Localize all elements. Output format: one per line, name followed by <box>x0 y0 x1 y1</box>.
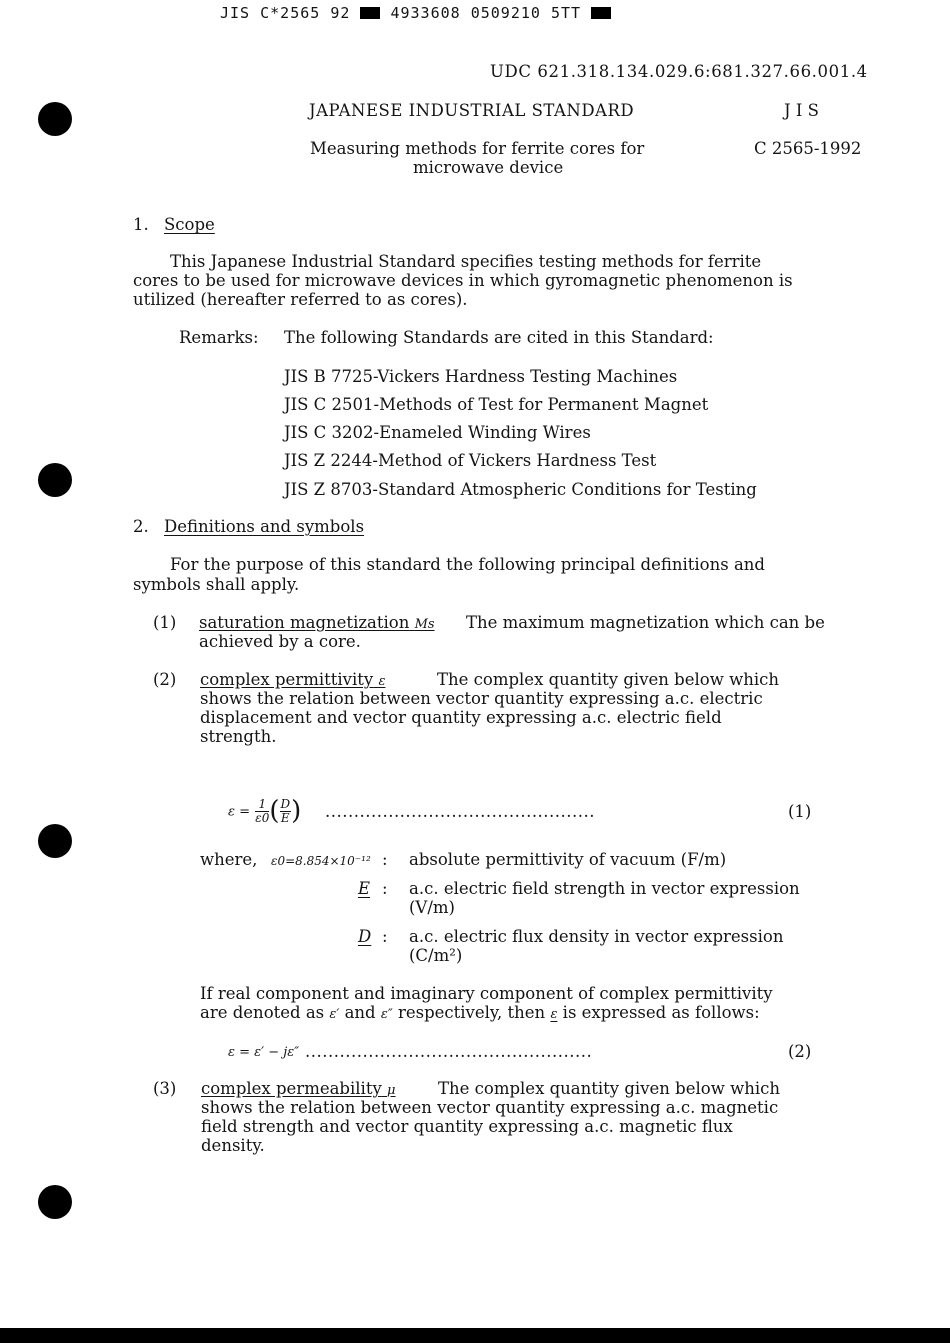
definition-text: The complex quantity given below which <box>438 1079 780 1098</box>
redaction-block <box>360 7 380 19</box>
standard-number: C 2565-1992 <box>754 139 862 158</box>
section-title: Definitions and symbols <box>164 517 365 536</box>
title-line-2: microwave device <box>413 158 564 177</box>
symbol-d: D <box>358 927 372 946</box>
equation-leader-dots: ............................................... <box>325 802 596 821</box>
title-line-1: Measuring methods for ferrite cores for <box>310 139 645 158</box>
definition-text: shows the relation between vector quantity expressing a.c. magnetic <box>201 1098 779 1117</box>
definition-text: The maximum magnetization which can be <box>466 613 825 632</box>
where-description: a.c. electric field strength in vector expression <box>409 879 800 898</box>
fraction <box>280 798 292 825</box>
definition-text: achieved by a core. <box>199 632 361 651</box>
udc-number: UDC 621.318.134.029.6:681.327.66.001.4 <box>490 62 868 81</box>
header-code-part1: JIS C*2565 92 <box>220 4 351 22</box>
section-number: 2. <box>133 517 149 536</box>
symbol-ms: Ms <box>414 617 435 632</box>
paragraph-line: If real component and imaginary component of complex permittivity <box>200 984 773 1003</box>
symbol-epsilon-prime: ε′ <box>329 1007 340 1022</box>
section-number: 1. <box>133 215 149 234</box>
term-name: complex permittivity ε <box>200 670 386 689</box>
fraction-denominator: ε0 <box>255 810 270 825</box>
symbol-epsilon0: ε0=8.854×10⁻¹² <box>271 854 371 868</box>
symbol-epsilon: ε <box>378 674 386 689</box>
punch-hole <box>38 824 72 858</box>
scan-edge <box>0 1328 950 1343</box>
punch-hole <box>38 102 72 136</box>
equation-2-expression: ε = ε′ − jε″ <box>228 1045 300 1060</box>
header-code <box>220 4 611 23</box>
colon: : <box>382 879 388 898</box>
cited-standard: JIS B 7725-Vickers Hardness Testing Machines <box>284 367 678 386</box>
symbol-epsilon: ε <box>550 1007 558 1022</box>
equation-lhs: ε = <box>228 804 251 820</box>
remarks-text: The following Standards are cited in this Standard: <box>284 328 714 347</box>
section-title: Scope <box>164 215 215 234</box>
definition-term-permeability <box>201 1079 396 1100</box>
where-description: (V/m) <box>409 898 455 917</box>
where-description: (C/m²) <box>409 946 463 965</box>
equation-1 <box>228 796 301 826</box>
jis-mark: J I S <box>784 101 819 120</box>
punch-hole <box>38 463 72 497</box>
where-label: where, <box>200 850 258 869</box>
section-1-heading <box>133 215 215 234</box>
where-description: a.c. electric flux density in vector expression <box>409 927 784 946</box>
definition-text: shows the relation between vector quantity expressing a.c. electric <box>200 689 763 708</box>
cited-standard: JIS C 2501-Methods of Test for Permanent Magnet <box>284 395 709 414</box>
cited-standard: JIS Z 8703-Standard Atmospheric Conditions for Testing <box>284 480 757 499</box>
symbol-epsilon-double-prime: ε″ <box>380 1007 393 1022</box>
fraction-numerator: 1 <box>255 798 269 812</box>
paren-close: ) <box>291 796 302 826</box>
equation-leader-dots: .................................................. <box>305 1042 593 1061</box>
fraction-numerator: D <box>280 796 291 811</box>
where-description: absolute permittivity of vacuum (F/m) <box>409 850 727 869</box>
cited-standard: JIS C 3202-Enameled Winding Wires <box>284 423 591 442</box>
equation-number: (2) <box>788 1042 812 1061</box>
definitions-intro-line: symbols shall apply. <box>133 575 300 594</box>
section-2-heading <box>133 517 364 536</box>
paragraph-line: are denoted as ε′ and ε″ respectively, then ε is expressed as follows: <box>200 1003 760 1022</box>
fraction-denominator: E <box>280 810 290 825</box>
paren-open: ( <box>269 796 280 826</box>
symbol-mu: μ <box>387 1083 396 1098</box>
punch-hole <box>38 1185 72 1219</box>
redaction-block <box>591 7 611 19</box>
colon: : <box>382 927 388 946</box>
header-code-part2: 4933608 0509210 5TT <box>390 4 582 22</box>
equation-number: (1) <box>788 802 812 821</box>
scope-line: utilized (hereafter referred to as cores). <box>133 290 468 309</box>
scope-line: cores to be used for microwave devices in which gyromagnetic phenomenon is <box>133 271 793 290</box>
item-number: (2) <box>153 670 177 689</box>
remarks-label: Remarks: <box>179 328 259 347</box>
cited-standard: JIS Z 2244-Method of Vickers Hardness Test <box>284 451 657 470</box>
item-number: (1) <box>153 613 177 632</box>
term-name: complex permeability μ <box>201 1079 396 1098</box>
definition-term-permittivity <box>200 670 385 691</box>
fraction <box>255 798 269 825</box>
standard-org: JAPANESE INDUSTRIAL STANDARD <box>309 101 635 120</box>
definition-term-saturation <box>199 613 435 634</box>
definitions-intro-line: For the purpose of this standard the following principal definitions and <box>170 555 765 574</box>
symbol-e: E <box>358 879 371 898</box>
definition-text: density. <box>201 1136 265 1155</box>
colon: : <box>382 850 388 869</box>
definition-text: The complex quantity given below which <box>437 670 779 689</box>
item-number: (3) <box>153 1079 177 1098</box>
definition-text: strength. <box>200 727 277 746</box>
definition-text: field strength and vector quantity expressing a.c. magnetic flux <box>201 1117 733 1136</box>
term-name: saturation magnetization Ms <box>199 613 435 632</box>
definition-text: displacement and vector quantity expressing a.c. electric field <box>200 708 722 727</box>
scope-line: This Japanese Industrial Standard specifies testing methods for ferrite <box>170 252 762 271</box>
